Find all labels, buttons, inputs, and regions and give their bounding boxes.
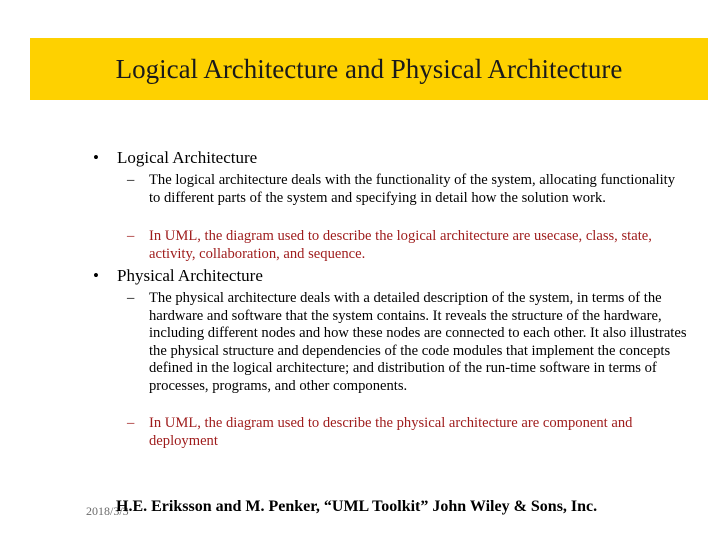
list-item (127, 290, 687, 396)
list-item (127, 415, 687, 450)
section-heading-logical (93, 148, 257, 168)
reference-citation: H.E. Eriksson and M. Penker, “UML Toolkit” John Wiley & Sons, Inc. (116, 498, 598, 515)
slide-date: 2018/3/3 (86, 504, 129, 518)
dash-icon: – (127, 290, 135, 306)
dash-icon: – (127, 172, 135, 188)
slide-footer (0, 498, 720, 522)
section-heading-physical (93, 266, 263, 286)
bullet-icon: • (93, 266, 99, 285)
list-item (127, 228, 687, 263)
list-item (127, 172, 687, 207)
list-item-text: In UML, the diagram used to describe the physical architecture are component and deployment (149, 415, 633, 449)
list-item-text: In UML, the diagram used to describe the logical architecture are usecase, class, state, activity, collaboration, and sequence. (149, 228, 652, 262)
dash-icon: – (127, 228, 135, 244)
bullet-icon: • (93, 148, 99, 167)
list-item-text: The logical architecture deals with the functionality of the system, allocating functionality to different parts of the system and specifying in detail how the solution work. (149, 172, 676, 206)
section-heading-text: Physical Architecture (117, 266, 263, 285)
title-bar (30, 38, 708, 100)
section-heading-text: Logical Architecture (117, 148, 258, 167)
dash-icon: – (127, 415, 135, 431)
slide-title: Logical Architecture and Physical Architecture (115, 53, 623, 84)
list-item-text: The physical architecture deals with a detailed description of the system, in terms of the hardware and software that the system contains. It reveals the structure of the hardware, including different nodes and how these nodes are connected to each other. It also illustrates the physical structure and dependencies of the code modules that implement the concepts defined in the logical architecture; and distribution of the run-time software in terms of processes, programs, and other components. (149, 290, 687, 394)
